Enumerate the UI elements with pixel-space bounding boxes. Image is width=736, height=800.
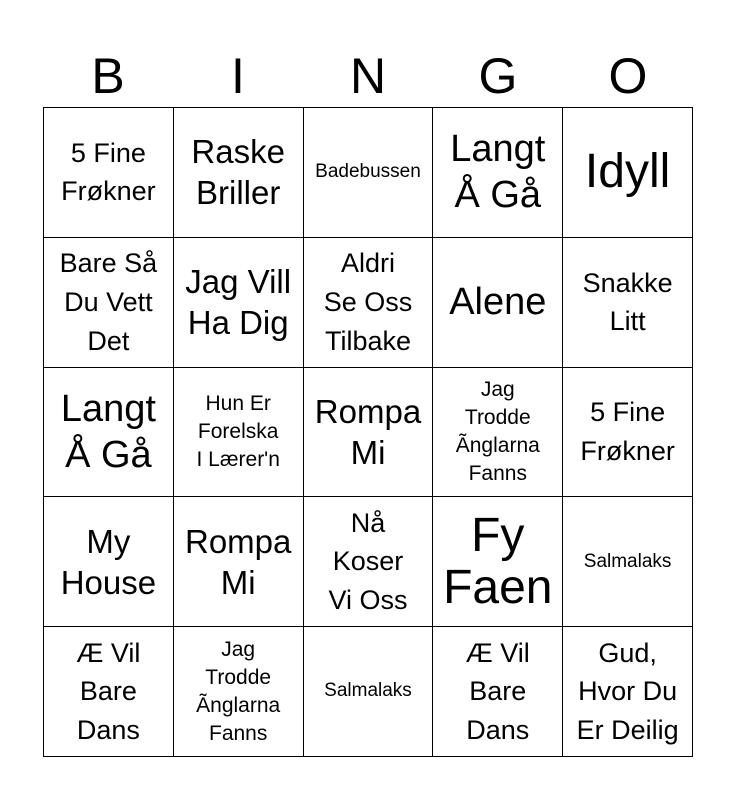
header-letter-n: N bbox=[349, 48, 387, 104]
bingo-cell[interactable] bbox=[44, 497, 174, 627]
bingo-cell[interactable] bbox=[563, 108, 693, 238]
bingo-cell-text: Snakke Litt bbox=[582, 267, 673, 337]
bingo-cell-text: Alene bbox=[449, 281, 547, 324]
bingo-cell[interactable] bbox=[563, 497, 693, 627]
bingo-cell-text: Jag Vill Ha Dig bbox=[185, 262, 292, 342]
header-letter-o: O bbox=[608, 48, 648, 104]
bingo-cell-text: Gud, Hvor Du Er Deilig bbox=[576, 637, 679, 745]
bingo-cell-text: Salmalaks bbox=[583, 550, 672, 572]
bingo-cell[interactable] bbox=[304, 238, 434, 368]
bingo-cell-text: My House bbox=[60, 522, 157, 601]
bingo-header bbox=[43, 44, 693, 108]
bingo-cell-text: Æ Vil Bare Dans bbox=[465, 637, 530, 745]
bingo-cell-text: Bare Så Du Vett Det bbox=[59, 248, 158, 356]
bingo-cell[interactable] bbox=[433, 108, 563, 238]
bingo-cell[interactable] bbox=[174, 108, 304, 238]
bingo-cell[interactable] bbox=[174, 238, 304, 368]
bingo-cell[interactable] bbox=[44, 627, 174, 757]
bingo-cell-text: Salmalaks bbox=[324, 680, 412, 702]
bingo-cell[interactable] bbox=[563, 368, 693, 498]
bingo-cell-text: Aldri Se Oss Tilbake bbox=[323, 248, 413, 356]
bingo-cell-text: Hun Er Forelska I Lærer'n bbox=[196, 392, 280, 471]
bingo-cell[interactable] bbox=[563, 238, 693, 368]
bingo-cell-text: Rompa Mi bbox=[185, 522, 292, 601]
bingo-cell[interactable] bbox=[433, 497, 563, 627]
bingo-cell[interactable] bbox=[44, 238, 174, 368]
bingo-cell[interactable] bbox=[433, 627, 563, 757]
bingo-cell-text: Jag Trodde Ãnglarna Fanns bbox=[455, 378, 540, 485]
bingo-cell[interactable] bbox=[304, 627, 434, 757]
bingo-cell[interactable] bbox=[174, 497, 304, 627]
bingo-cell[interactable] bbox=[44, 108, 174, 238]
header-letter-i: I bbox=[231, 48, 245, 104]
bingo-cell[interactable] bbox=[563, 627, 693, 757]
bingo-cell-text: Jag Trodde Ãnglarna Fanns bbox=[196, 637, 281, 745]
bingo-cell-text: Rompa Mi bbox=[314, 392, 422, 471]
bingo-cell-text: Nå Koser Vi Oss bbox=[328, 507, 408, 616]
bingo-cell[interactable] bbox=[433, 238, 563, 368]
bingo-cell-text: Æ Vil Bare Dans bbox=[76, 637, 141, 745]
bingo-cell[interactable] bbox=[304, 497, 434, 627]
bingo-cell-text: 5 Fine Frøkner bbox=[61, 137, 156, 207]
bingo-cell[interactable] bbox=[304, 368, 434, 498]
bingo-cell-text: Idyll bbox=[584, 145, 671, 199]
bingo-cell-text: Raske Briller bbox=[191, 133, 285, 212]
bingo-cell[interactable] bbox=[44, 368, 174, 498]
bingo-cell-text: Langt Å Gå bbox=[450, 128, 546, 217]
bingo-cell-text: Langt Å Gå bbox=[60, 387, 156, 476]
bingo-cell[interactable] bbox=[304, 108, 434, 238]
bingo-card-grid bbox=[43, 107, 693, 757]
bingo-cell[interactable] bbox=[174, 627, 304, 757]
header-letter-g: G bbox=[478, 48, 518, 104]
bingo-cell-text: Fy Faen bbox=[443, 508, 553, 614]
bingo-cell-text: Badebussen bbox=[315, 161, 421, 183]
header-letter-b: B bbox=[91, 48, 125, 104]
bingo-cell[interactable] bbox=[174, 368, 304, 498]
bingo-cell[interactable] bbox=[433, 368, 563, 498]
bingo-cell-text: 5 Fine Frøkner bbox=[580, 397, 675, 466]
